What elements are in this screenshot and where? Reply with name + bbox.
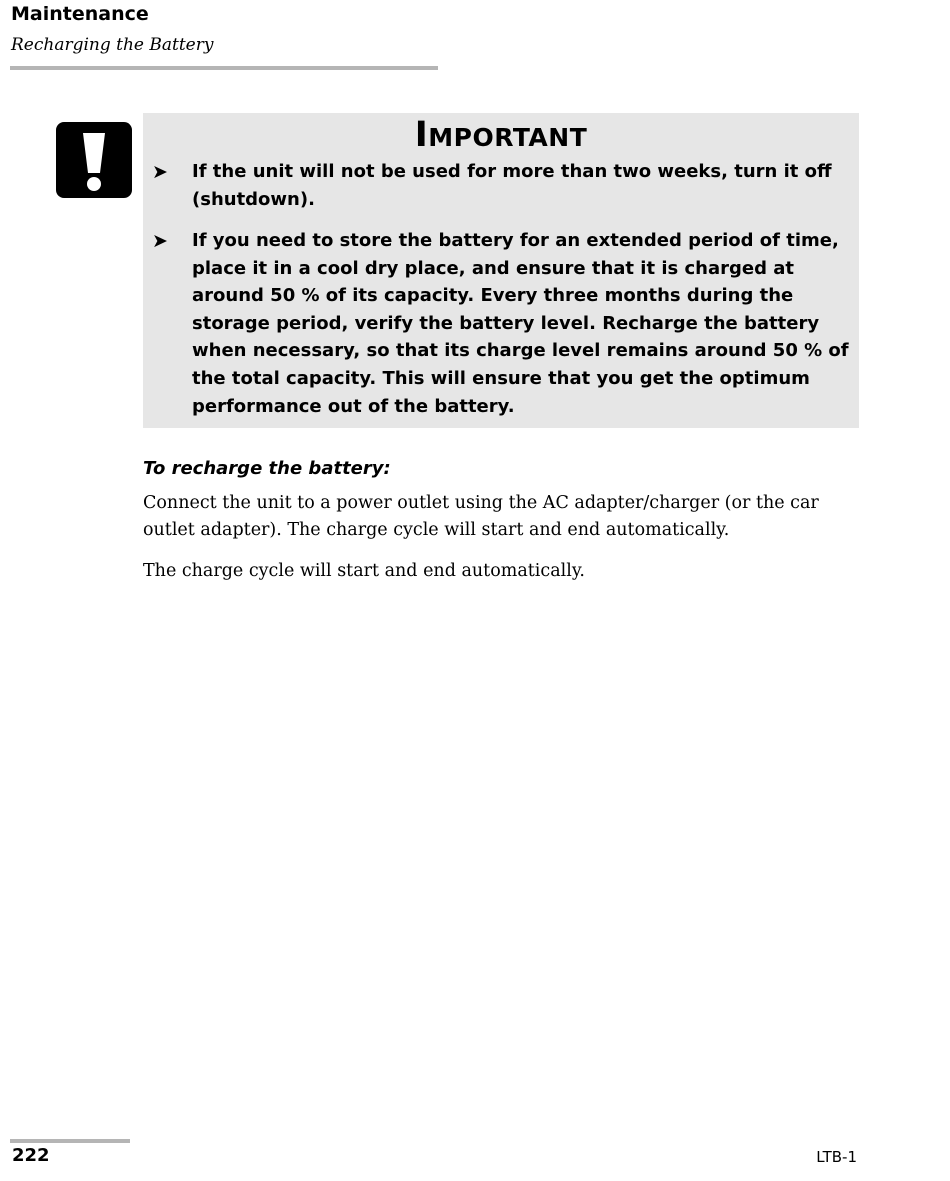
body-paragraph: Connect the unit to a power outlet using the AC adapter/charger (or the car outlet adapter). The charge cycle will start and end automatically. (143, 493, 819, 540)
procedure-heading: To recharge the battery: (143, 458, 391, 479)
body-paragraph: The charge cycle will start and end automatically. (143, 561, 585, 581)
exclamation-icon (56, 122, 132, 198)
section-title: Maintenance (11, 3, 149, 25)
important-bullet-text: If the unit will not be used for more than two weeks, turn it off (shutdown). (192, 161, 832, 210)
header-divider (10, 66, 438, 70)
page-number: 222 (12, 1145, 50, 1166)
arrow-bullet-icon: ➤ (152, 230, 168, 252)
subsection-title: Recharging the Battery (11, 35, 214, 55)
important-bullet-text: If you need to store the battery for an extended period of time, place it in a cool dry place, and ensure that it is charged at around 50 % of its capacity. Every three months during the storage period, verify the battery level. Recharge the battery when necessary, so that its charge level remains around 50 % of the total capacity. This will ensure that you get the optimum performance out of the battery. (192, 230, 849, 417)
important-heading: Important (414, 115, 588, 155)
arrow-bullet-icon: ➤ (152, 161, 168, 183)
document-code: LTB-1 (816, 1148, 857, 1166)
footer-divider (10, 1139, 130, 1143)
